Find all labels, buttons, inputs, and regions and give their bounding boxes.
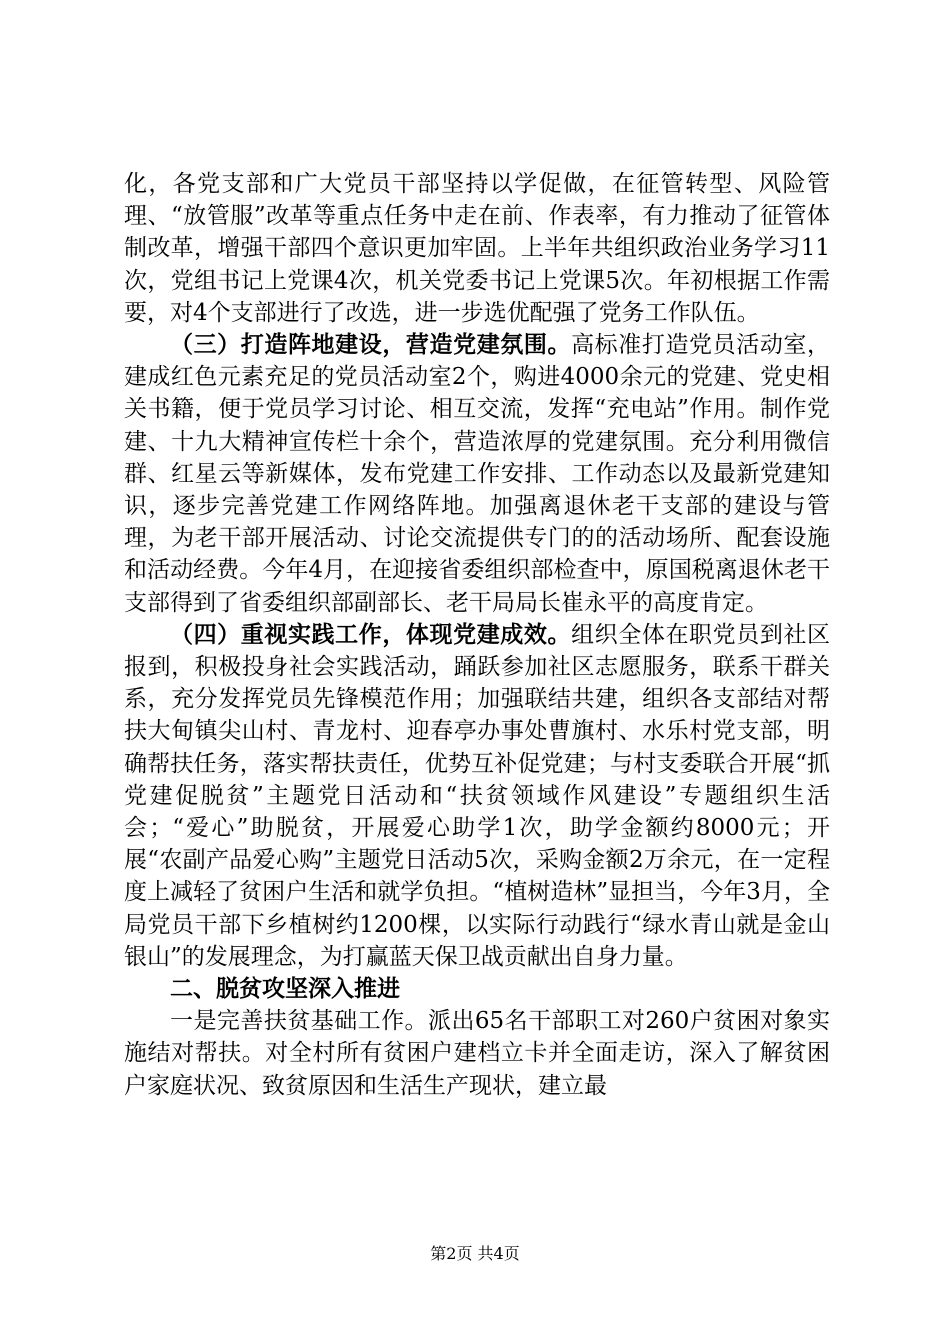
- page-footer: [0, 1243, 950, 1265]
- paragraph-item-one: 一是完善扶贫基础工作。派出65名干部职工对260户贫困对象实施结对帮扶。对全村所有贫困户建档立卡并全面走访，深入了解贫困户家庭状况、致贫原因和生活生产现状，建立最: [124, 1008, 830, 1099]
- item-4-text: 组织全体在职党员到社区报到，积极投身社会实践活动，踊跃参加社区志愿服务，联系干群关系，充分发挥党员先锋模范作用；加强联结共建，组织各支部结对帮扶大甸镇尖山村、青龙村、迎春亭办事处曹旗村、水乐村党支部，明确帮扶任务，落实帮扶责任，优势互补促党建；与村支委联合开展“抓党建促脱贫”主题党日活动和“扶贫领域作风建设”专题组织生活会；“爱心”助脱贫，开展爱心助学1次，助学金额约8000元；开展“农副产品爱心购”主题党日活动5次，采购金额2万余元，在一定程度上减轻了贫困户生活和就学负担。“植树造林”显担当，今年3月，全局党员干部下乡植树约1200棵，以实际行动践行“绿水青山就是金山银山”的发展理念，为打赢蓝天保卫战贡献出自身力量。: [124, 621, 831, 970]
- item-3-heading: （三）打造阵地建设，营造党建氛围。: [170, 332, 572, 359]
- section-2-heading: 二、脱贫攻坚深入推进: [170, 976, 400, 1003]
- page-number: 第2页 共4页: [430, 1244, 520, 1263]
- paragraph-item-4: [124, 619, 830, 973]
- item-4-heading: （四）重视实践工作，体现党建成效。: [170, 621, 572, 648]
- item-3-text: 高标准打造党员活动室，建成红色元素充足的党员活动室2个，购进4000余元的党建、党史相关书籍，便于党员学习讨论、相互交流，发挥“充电站”作用。制作党建、十九大精神宣传栏十余个，营造浓厚的党建氛围。充分利用微信群、红星云等新媒体，发布党建工作安排、工作动态以及最新党建知识，逐步完善党建工作网络阵地。加强离退休老干支部的建设与管理，为老干部开展活动、讨论交流提供专门的的活动场所、配套设施和活动经费。今年4月，在迎接省委组织部检查中，原国税离退休老干支部得到了省委组织部副部长、老干局局长崔永平的高度肯定。: [124, 332, 831, 616]
- paragraph-item-3: [124, 329, 830, 619]
- document-body: [124, 168, 830, 1102]
- paragraph-continuation: 化，各党支部和广大党员干部坚持以学促做，在征管转型、风险管理、“放管服”改革等重点任务中走在前、作表率，有力推动了征管体制改革，增强干部四个意识更加牢固。上半年共组织政治业务学习11次，党组书记上党课4次，机关党委书记上党课5次。年初根据工作需要，对4个支部进行了改选，进一步选优配强了党务工作队伍。: [124, 171, 830, 326]
